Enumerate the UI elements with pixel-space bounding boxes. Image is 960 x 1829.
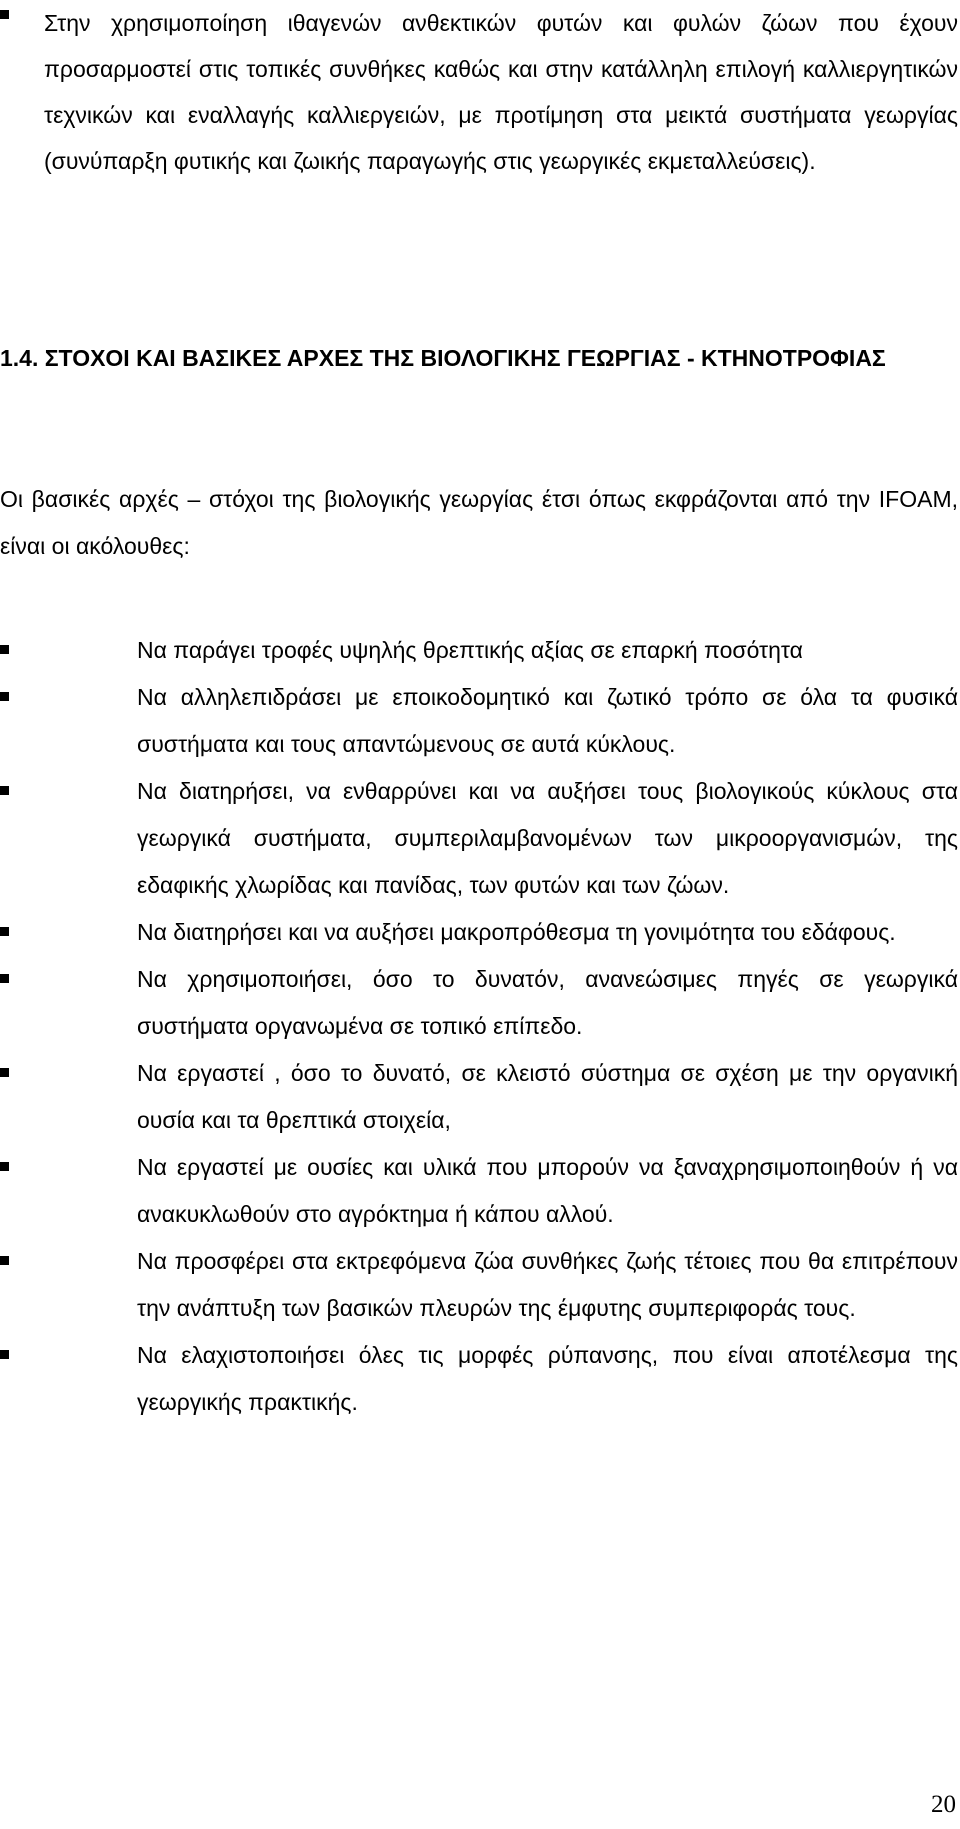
square-bullet-icon [0,1162,9,1171]
intro-paragraph: Οι βασικές αρχές – στόχοι της βιολογικής γεωργίας έτσι όπως εκφράζονται από την IFOAM, είναι οι ακόλουθες: [0,486,958,559]
list-item-text: Να διατηρήσει και να αυξήσει μακροπρόθεσμα τη γονιμότητα του εδάφους. [137,919,896,945]
list-item [0,1144,958,1238]
square-bullet-icon [0,1350,9,1359]
list-item-text: Να προσφέρει στα εκτρεφόμενα ζώα συνθήκες ζωής τέτοιες που θα επιτρέπουν την ανάπτυξη των βασικών πλευρών της έμφυτης συμπεριφοράς τους. [137,1248,958,1321]
page-number: 20 [931,1791,956,1818]
square-bullet-icon [0,927,9,936]
list-item [0,768,958,909]
list-item-text: Να ελαχιστοποιήσει όλες τις μορφές ρύπανσης, που είναι αποτέλεσμα της γεωργικής πρακτικής. [137,1342,958,1415]
list-item [0,0,958,184]
list-item [0,909,958,956]
square-bullet-icon [0,692,9,701]
list-item [0,674,958,768]
square-bullet-icon [0,1068,9,1077]
list-item [0,1050,958,1144]
list-item [0,1332,958,1426]
section-heading: 1.4. ΣΤΟΧΟΙ ΚΑΙ ΒΑΣΙΚΕΣ ΑΡΧΕΣ ΤΗΣ ΒΙΟΛΟΓΙΚΗΣ ΓΕΩΡΓΙΑΣ - ΚΤΗΝΟΤΡΟΦΙΑΣ [0,345,886,371]
list-item-text: Να χρησιμοποιήσει, όσο το δυνατόν, ανανεώσιμες πηγές σε γεωργικά συστήματα οργανωμένα σε τοπικό επίπεδο. [137,966,958,1039]
list-item-text: Να αλληλεπιδράσει με εποικοδομητικό και ζωτικό τρόπο σε όλα τα φυσικά συστήματα και τους απαντώμενους σε αυτά κύκλους. [137,684,958,757]
square-bullet-icon [0,974,9,983]
list-item-text: Να παράγει τροφές υψηλής θρεπτικής αξίας σε επαρκή ποσότητα [137,637,803,663]
list-item-text: Να διατηρήσει, να ενθαρρύνει και να αυξήσει τους βιολογικούς κύκλους στα γεωργικά συστήματα, συμπεριλαμβανομένων των μικροοργανισμών, της εδαφικής χλωρίδας και πανίδας, των φυτών και των ζώων. [137,778,958,898]
list-item-text: Στην χρησιμοποίηση ιθαγενών ανθεκτικών φυτών και φυλών ζώων που έχουν προσαρμοστεί στις τοπικές συνθήκες καθώς και στην κατάλληλη επιλογή καλλιεργητικών τεχνικών και εναλλαγής καλλιεργειών, με προτίμηση στα μεικτά συστήματα γεωργίας (συνύπαρξη φυτικής και ζωικής παραγωγής στις γεωργικές εκμεταλλεύσεις). [44,10,958,174]
square-bullet-icon [0,10,9,19]
list-item-text: Να εργαστεί με ουσίες και υλικά που μπορούν να ξαναχρησιμοποιηθούν ή να ανακυκλωθούν στο αγρόκτημα ή κάπου αλλού. [137,1154,958,1227]
square-bullet-icon [0,786,9,795]
square-bullet-icon [0,645,9,654]
square-bullet-icon [0,1256,9,1265]
list-item [0,956,958,1050]
list-item-text: Να εργαστεί , όσο το δυνατό, σε κλειστό σύστημα σε σχέση με την οργανική ουσία και τα θρεπτικά στοιχεία, [137,1060,958,1133]
list-item [0,1238,958,1332]
list-item [0,627,958,674]
principles-list [0,627,958,1426]
